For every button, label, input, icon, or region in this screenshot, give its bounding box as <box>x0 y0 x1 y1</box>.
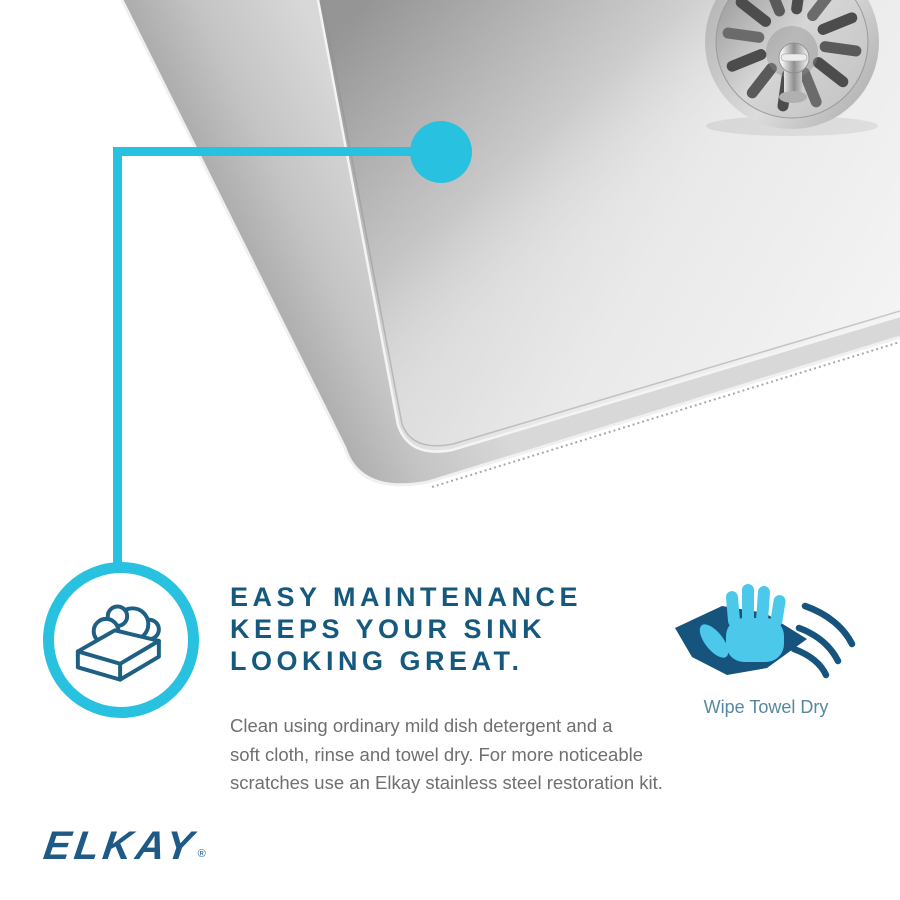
headline-line-2: KEEPS YOUR SINK <box>230 614 547 644</box>
callout-dot <box>410 121 472 183</box>
body-line-1: Clean using ordinary mild dish detergent and a <box>230 715 613 736</box>
registered-trademark-mark: ® <box>197 848 206 860</box>
body-line-2: soft cloth, rinse and towel dry. For more noticeable <box>230 743 644 765</box>
body-copy <box>230 712 663 798</box>
soap-icon <box>62 581 180 699</box>
soap-icon-ring <box>43 562 199 718</box>
body-line-3: scratches use an Elkay stainless steel restoration kit. <box>230 772 663 794</box>
callout-line-horizontal <box>113 147 443 156</box>
headline <box>230 581 582 677</box>
callout-line-vertical <box>113 147 122 567</box>
wipe-towel-icon <box>668 578 864 680</box>
headline-line-1: EASY MAINTENANCE <box>230 582 583 612</box>
wipe-towel-badge <box>668 578 864 718</box>
brand-logo-text: ELKAY <box>40 824 200 868</box>
brand-logo <box>40 824 206 869</box>
headline-line-3: LOOKING GREAT. <box>230 646 524 676</box>
wipe-towel-label: Wipe Towel Dry <box>703 697 829 717</box>
